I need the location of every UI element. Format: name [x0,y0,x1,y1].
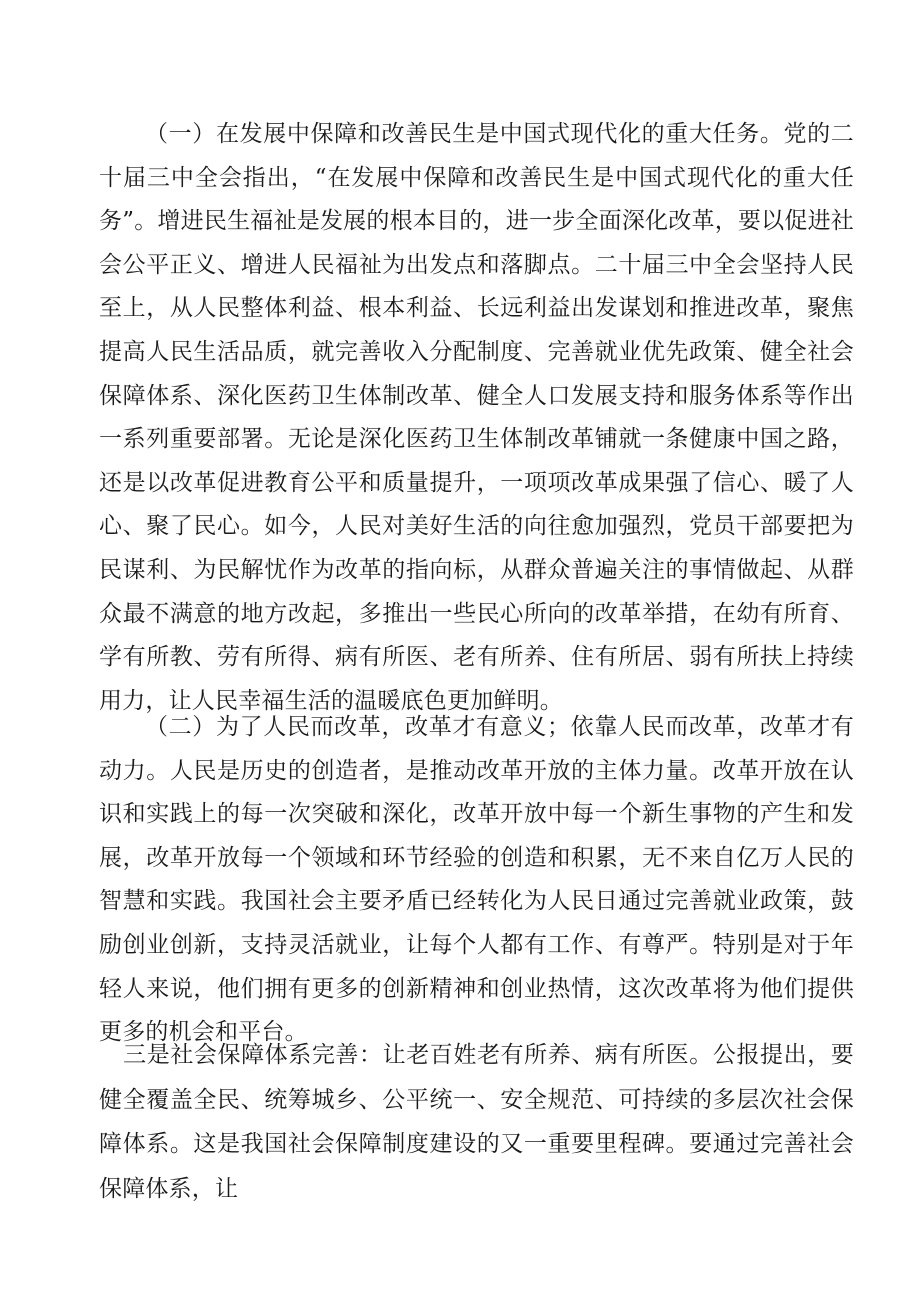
paragraph-3: 三是社会保障体系完善：让老百姓老有所养、病有所医。公报提出，要健全覆盖全民、统筹城乡、公平统一、安全规范、可持续的多层次社会保障体系。这是我国社会保障制度建设的又一重要里程碑。要通过完善社会保障体系，让 [99,1042,854,1202]
paragraph-1: （一）在发展中保障和改善民生是中国式现代化的重大任务。党的二十届三中全会指出，“在发展中保障和改善民生是中国式现代化的重大任务”。增进民生福祉是发展的根本目的，进一步全面深化改革，要以促进社会公平正义、增进人民福祉为出发点和落脚点。二十届三中全会坚持人民至上，从人民整体利益、根本利益、长远利益出发谋划和推进改革，聚焦提高人民生活品质，就完善收入分配制度、完善就业优先政策、健全社会保障体系、深化医药卫生体制改革、健全人口发展支持和服务体系等作出一系列重要部署。无论是深化医药卫生体制改革铺就一条健康中国之路，还是以改革促进教育公平和质量提升，一项项改革成果强了信心、暖了人心、聚了民心。如今，人民对美好生活的向往愈加强烈，党员干部要把为民谋利、为民解忧作为改革的指向标，从群众普遍关注的事情做起、从群众最不满意的地方改起，多推出一些民心所向的改革举措，在幼有所育、学有所教、劳有所得、病有所医、老有所养、住有所居、弱有所扶上持续用力，让人民幸福生活的温暖底色更加鲜明。 [99,121,854,714]
paragraph-2: （二）为了人民而改革，改革才有意义；依靠人民而改革，改革才有动力。人民是历史的创造者，是推动改革开放的主体力量。改革开放在认识和实践上的每一次突破和深化，改革开放中每一个新生事物的产生和发展，改革开放每一个领域和环节经验的创造和积累，无不来自亿万人民的智慧和实践。我国社会主要矛盾已经转化为人民日通过完善就业政策，鼓励创业创新，支持灵活就业，让每个人都有工作、有尊严。特别是对于年轻人来说，他们拥有更多的创新精神和创业热情，这次改革将为他们提供更多的机会和平台。 [99,714,854,1046]
